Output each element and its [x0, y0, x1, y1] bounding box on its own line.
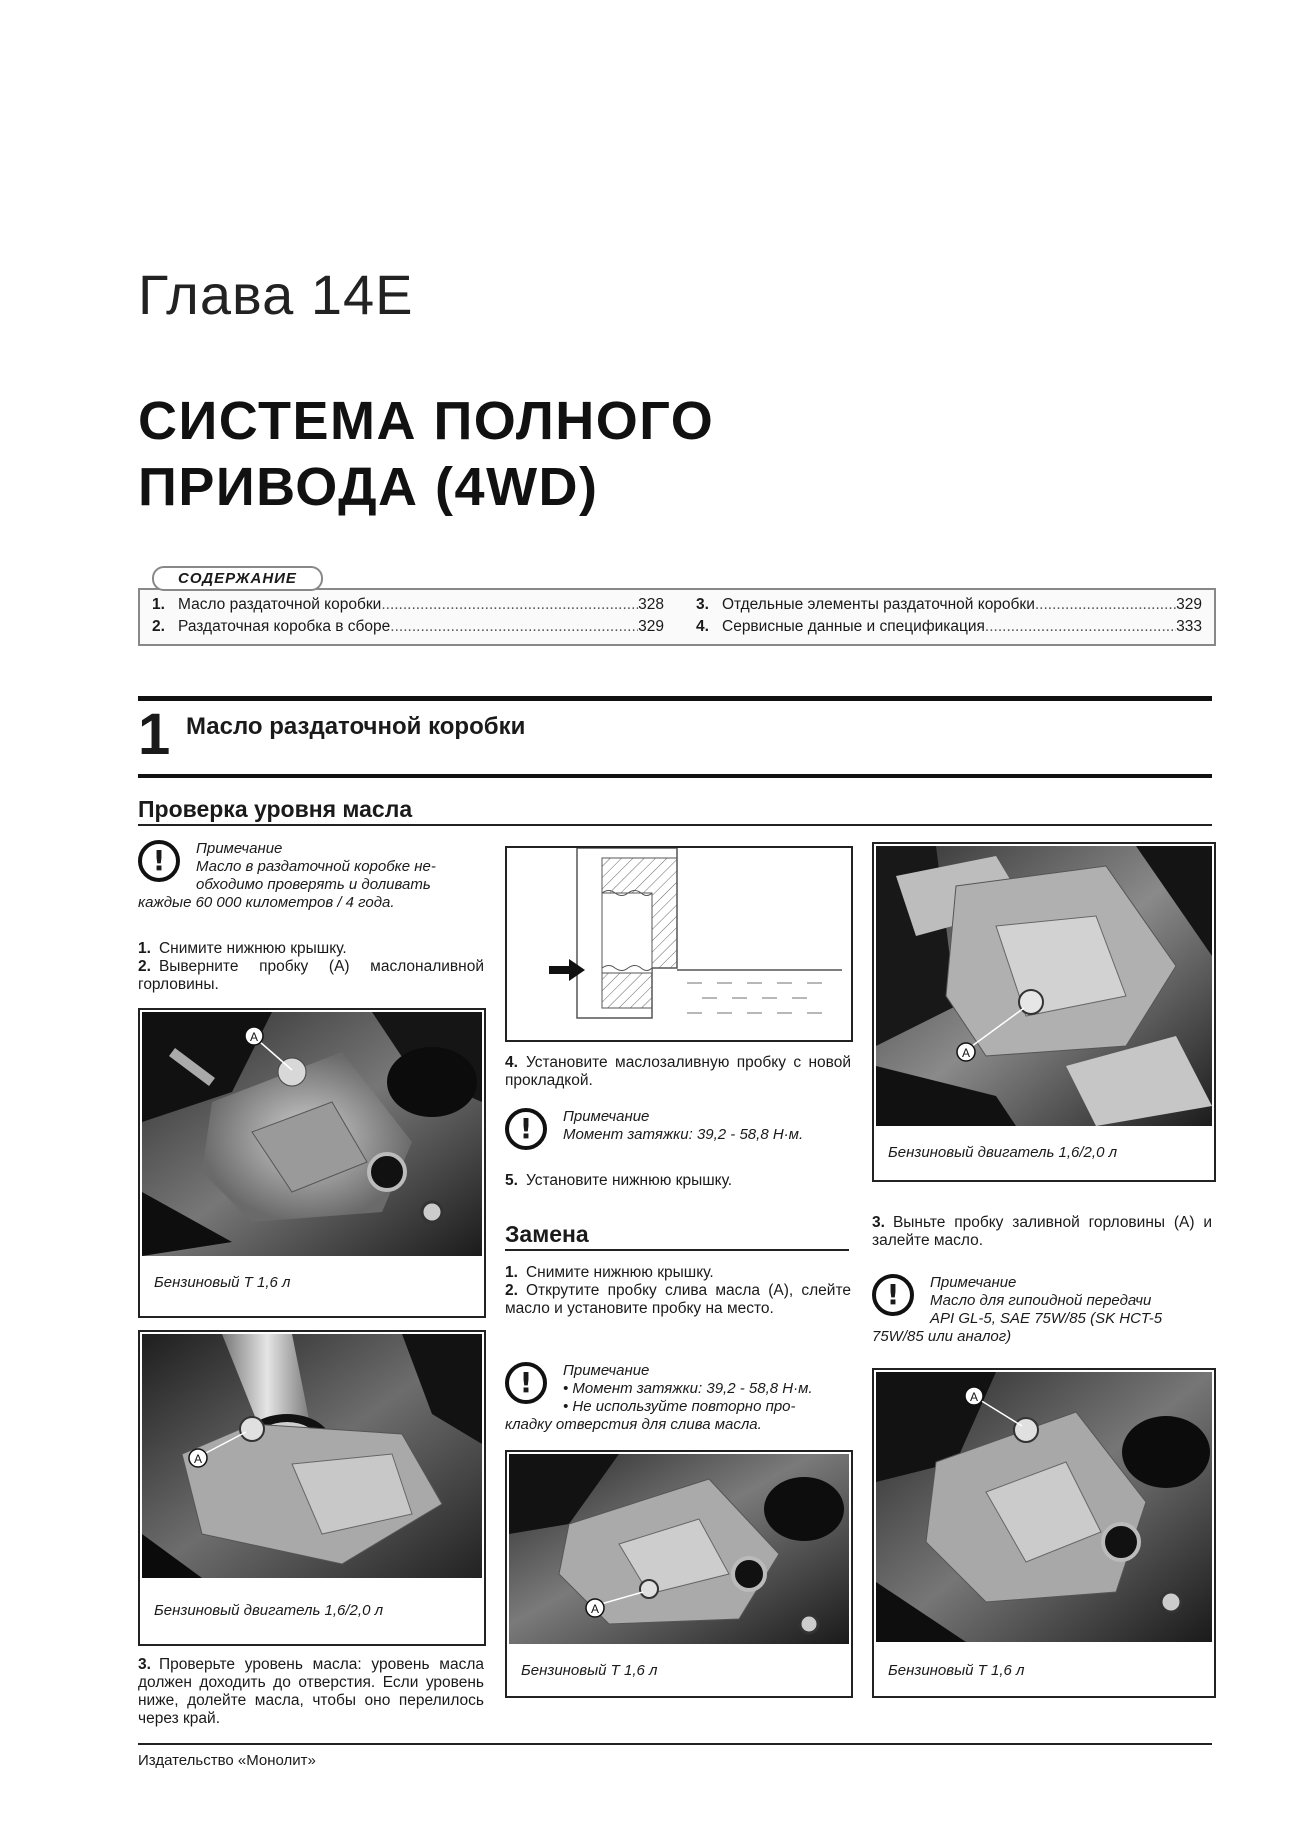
footer-rule	[138, 1743, 1212, 1745]
replace-step-1: 1. Снимите нижнюю крышку.	[505, 1264, 714, 1281]
check-step-5: 5. Установите нижнюю крышку.	[505, 1172, 733, 1189]
warning-exclamation-icon: !	[505, 1108, 547, 1150]
svg-text:A: A	[961, 1046, 971, 1060]
subsection-rule	[505, 1249, 849, 1251]
photo-caption: Бензиновый T 1,6 л	[154, 1274, 291, 1291]
transfer-case-photo	[509, 1454, 849, 1644]
toc-page-number: 329	[1176, 596, 1202, 613]
check-step-3: 3. Проверьте уровень масла: уровень масла должен доходить до отверстия. Если уровень ниже, долейте масла, чтобы оно перелилось через край.	[138, 1656, 484, 1727]
chapter-title	[138, 388, 1038, 520]
section-number: 1	[138, 702, 171, 767]
toc-heading: СОДЕРЖАНИЕ	[152, 566, 323, 591]
section-top-rule	[138, 696, 1212, 701]
photo-drain-plug-t16	[505, 1450, 853, 1698]
photo-transfer-case-16-20	[138, 1330, 486, 1646]
subsection-title-replace: Замена	[505, 1221, 589, 1247]
check-step-1: 1. Снимите нижнюю крышку.	[138, 940, 347, 957]
warning-exclamation-icon: !	[505, 1362, 547, 1404]
transfer-case-photo	[142, 1334, 482, 1578]
warning-exclamation-icon: !	[138, 840, 180, 882]
replace-step-2: 2. Открутите пробку слива масла (A), слейте масло и установите пробку на место.	[505, 1282, 851, 1317]
toc-leader-dots	[1035, 594, 1176, 616]
toc-page-number: 328	[638, 596, 664, 613]
chapter-title-line2: ПРИВОДА (4WD)	[138, 457, 599, 517]
photo-caption: Бензиновый двигатель 1,6/2,0 л	[154, 1602, 384, 1619]
toc-item-2[interactable]: 2. Раздаточная коробка в сборе ..... 329	[152, 616, 664, 638]
toc-item-1[interactable]: 1. Масло раздаточной коробки ..... 328	[152, 594, 664, 616]
toc-page-number: 333	[1176, 618, 1202, 635]
chapter-label: Глава 14E	[138, 263, 414, 326]
toc-leader-dots	[381, 594, 638, 616]
photo-transfer-case-t16-top	[138, 1008, 486, 1318]
note-tightening-torque: ! Примечание Момент затяжки: 39,2 - 58,8 Н·м.	[505, 1108, 851, 1144]
section-title: Масло раздаточной коробки	[186, 713, 526, 740]
oil-level-diagram	[505, 846, 853, 1042]
note-check-interval: ! Примечание Масло в раздаточной коробке не- обходимо проверять и доливать каждые 60 000 километров / 4 года.	[138, 840, 436, 911]
toc-leader-dots	[390, 616, 638, 638]
transfer-case-photo	[876, 846, 1212, 1126]
svg-text:A: A	[590, 1602, 600, 1616]
toc-page-number: 329	[638, 618, 664, 635]
note-drain-torque: ! Примечание • Момент затяжки: 39,2 - 58,8 Н·м. • Не используйте повторно про- кладку отверстия для слива масла.	[505, 1362, 813, 1433]
warning-exclamation-icon: !	[872, 1274, 914, 1316]
photo-fill-plug-16-20	[872, 842, 1216, 1182]
note-oil-spec: ! Примечание Масло для гипоидной передачи API GL-5, SAE 75W/85 (SK HCT-5 75W/85 или аналог)	[872, 1274, 1163, 1345]
chapter-title-line1: СИСТЕМА ПОЛНОГО	[138, 391, 715, 451]
transfer-case-photo	[876, 1372, 1212, 1642]
svg-text:A: A	[249, 1030, 259, 1044]
subsection-rule	[138, 824, 1212, 826]
photo-caption: Бензиновый T 1,6 л	[521, 1662, 658, 1679]
photo-caption: Бензиновый двигатель 1,6/2,0 л	[888, 1144, 1118, 1161]
transfer-case-photo	[142, 1012, 482, 1256]
check-step-4: 4. Установите маслозаливную пробку с новой прокладкой.	[505, 1054, 851, 1089]
section-bottom-rule	[138, 774, 1212, 778]
toc-item-4[interactable]: 4. Сервисные данные и спецификация ..... 333	[696, 616, 1202, 638]
table-of-contents	[138, 588, 1216, 646]
photo-caption: Бензиновый T 1,6 л	[888, 1662, 1025, 1679]
svg-text:A: A	[969, 1390, 979, 1404]
toc-leader-dots	[985, 616, 1176, 638]
publisher-footer: Издательство «Монолит»	[138, 1752, 316, 1769]
photo-fill-plug-t16	[872, 1368, 1216, 1698]
toc-item-3[interactable]: 3. Отдельные элементы раздаточной коробки ..... 329	[696, 594, 1202, 616]
replace-step-3: 3. Выньте пробку заливной горловины (A) и залейте масло.	[872, 1214, 1212, 1249]
oil-level-cross-section	[507, 848, 847, 1036]
subsection-title-check: Проверка уровня масла	[138, 796, 413, 822]
svg-text:A: A	[193, 1452, 203, 1466]
check-step-2: 2. Выверните пробку (A) маслоналивной горловины.	[138, 958, 484, 993]
